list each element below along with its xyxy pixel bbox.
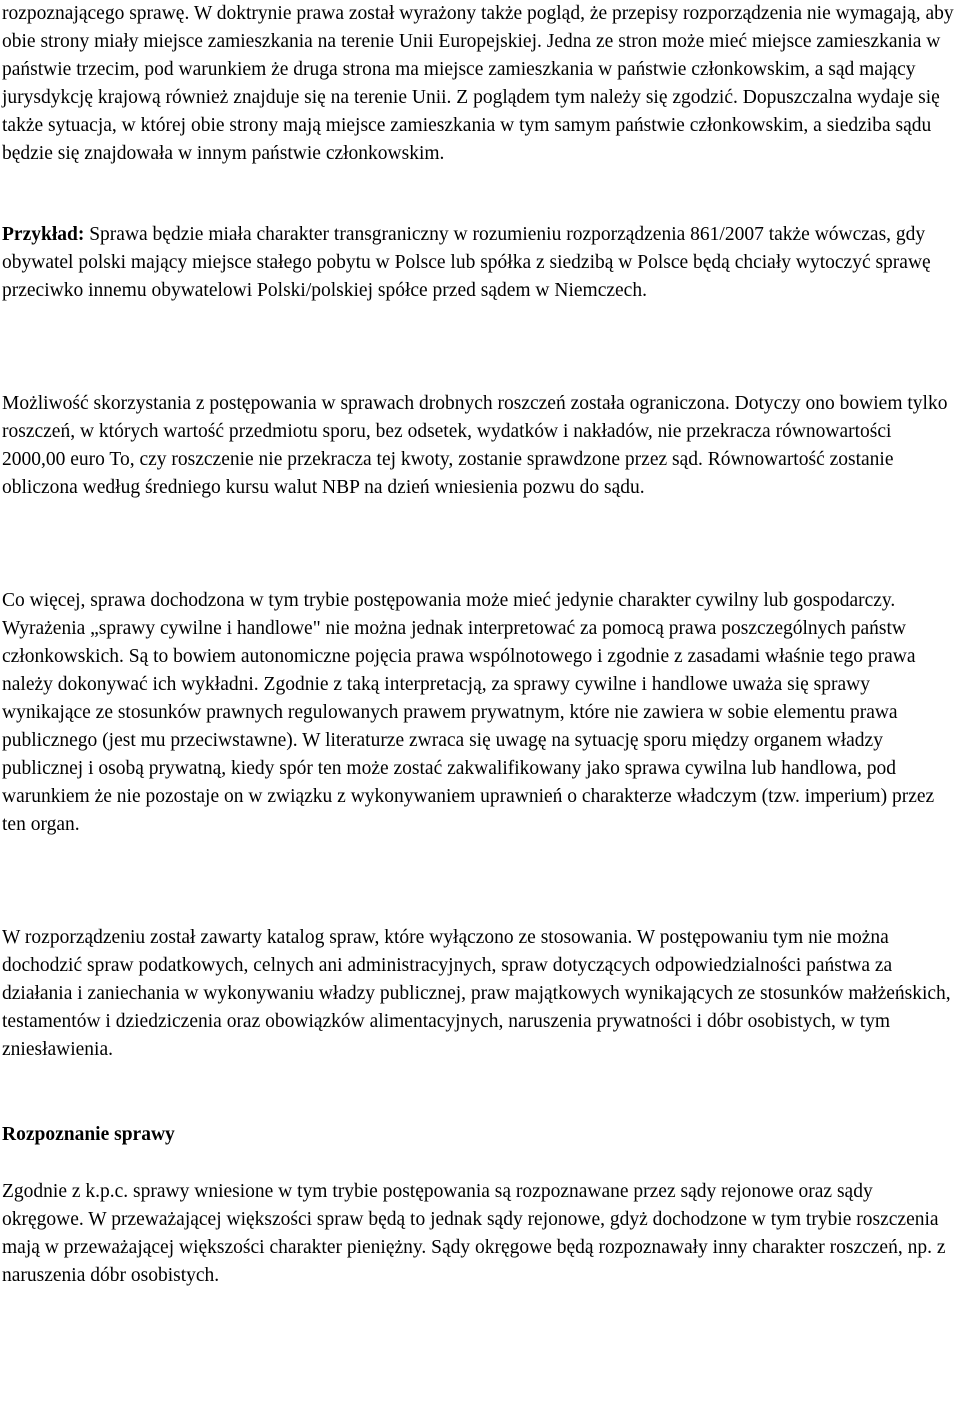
- paragraph-civil-commercial: Co więcej, sprawa dochodzona w tym trybie postępowania może mieć jedynie charakter cywilny lub gospodarczy. Wyrażenia „sprawy cywilne i handlowe" nie można jednak interpretować za pomocą prawa poszczególnych państw członkowskich. Są to bowiem autonomiczne pojęcia prawa wspólnotowego i zgodnie z zasadami właśnie tego prawa należy dokonywać ich wykładni. Zgodnie z taką interpretacją, za sprawy cywilne i handlowe uważa się sprawy wynikające ze stosunków prawnych regulowanych prawem prywatnym, które nie zawiera w sobie elementu prawa publicznego (jest mu przeciwstawne). W literaturze zwraca się uwagę na sytuację sporu między organem władzy publicznej i osobą prywatną, kiedy spór ten może zostać zakwalifikowany jako sprawa cywilna lub handlowa, pod warunkiem że nie pozostaje on w związku z wykonywaniem uprawnień o charakterze władczym (tzw. imperium) przez ten organ.: [2, 590, 935, 835]
- paragraph-courts: Zgodnie z k.p.c. sprawy wniesione w tym trybie postępowania są rozpoznawane przez sądy rejonowe oraz sądy okręgowe. W przeważającej większości spraw będą to jednak sądy rejonowe, gdyż dochodzone w tym trybie roszczenia mają w przeważającej większości charakter pieniężny. Sądy okręgowe będą rozpoznawały inny charakter roszczeń, np. z naruszenia dóbr osobistych.: [2, 1181, 946, 1286]
- paragraph-excluded-matters: W rozporządzeniu został zawarty katalog spraw, które wyłączono ze stosowania. W postępowaniu tym nie można dochodzić spraw podatkowych, celnych ani administracyjnych, spraw dotyczących odpowiedzialności państwa za działania i zaniechania w wykonywaniu władzy publicznej, praw majątkowych wynikających ze stosunków małżeńskich, testamentów i dziedziczenia oraz obowiązków alimentacyjnych, naruszenia prywatności i dóbr osobistych, w tym zniesławienia.: [2, 927, 951, 1060]
- paragraph-claim-limit: Możliwość skorzystania z postępowania w sprawach drobnych roszczeń została ograniczona. Dotyczy ono bowiem tylko roszczeń, w których wartość przedmiotu sporu, bez odsetek, wydatków i nakładów, nie przekracza równowartości 2000,00 euro To, czy roszczenie nie przekracza tej kwoty, zostanie sprawdzone przez sąd. Równowartość zostanie obliczona według średniego kursu walut NBP na dzień wniesienia pozwu do sądu.: [2, 393, 948, 498]
- example-text: Sprawa będzie miała charakter transgraniczny w rozumieniu rozporządzenia 861/2007 także wówczas, gdy obywatel polski mający miejsce stałego pobytu w Polsce lub spółka z siedzibą w Polsce będą chciały wytoczyć sprawę przeciwko innemu obywatelowi Polski/polskiej spółce przed sądem w Niemczech.: [2, 224, 931, 301]
- document-page: [2, 0, 954, 1290]
- paragraph-jurisdiction: rozpoznającego sprawę. W doktrynie prawa został wyrażony także pogląd, że przepisy rozporządzenia nie wymagają, aby obie strony miały miejsce zamieszkania na terenie Unii Europejskiej. Jedna ze stron może mieć miejsce zamieszkania w państwie trzecim, pod warunkiem że druga strona ma miejsce zamieszkania w państwie członkowskim, a sąd mający jurysdykcję krajową również znajduje się na terenie Unii. Z poglądem tym należy się zgodzić. Dopuszczalna wydaje się także sytuacja, w której obie strony mają miejsce zamieszkania w tym samym państwie członkowskim, a siedziba sądu będzie się znajdowała w innym państwie członkowskim.: [2, 3, 954, 164]
- example-label: Przykład:: [2, 224, 85, 245]
- section-heading: Rozpoznanie sprawy: [2, 1124, 175, 1145]
- paragraph-example: [2, 221, 954, 305]
